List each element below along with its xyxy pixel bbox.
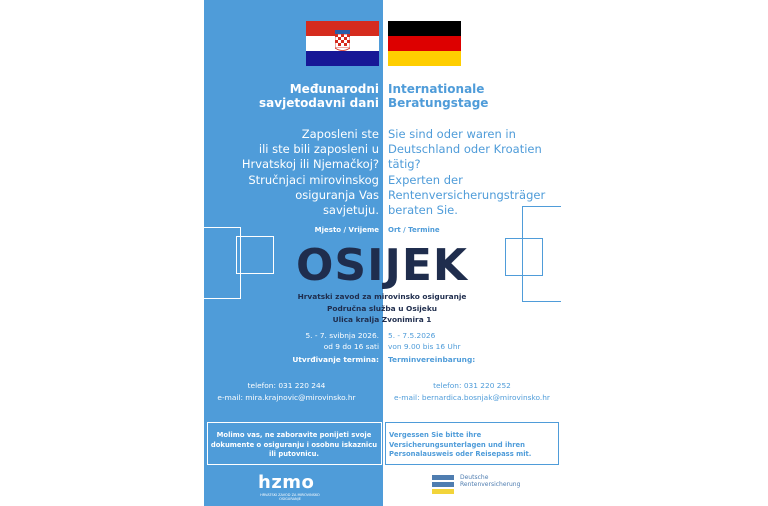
hr-intro-line: Stručnjaci mirovinskog (248, 172, 379, 187)
hr-phone: telefon: 031 220 244 (247, 381, 326, 390)
german-flag (388, 21, 461, 66)
de-dates (388, 330, 538, 352)
hr-title (214, 82, 379, 111)
de-reminder (389, 431, 557, 460)
de-intro (388, 127, 560, 218)
de-intro-line: Rentenversicherungsträger (388, 187, 546, 202)
address-line: Područna služba u Osijeku (326, 303, 437, 313)
address-line: Hrvatski zavod za mirovinsko osiguranje (297, 292, 467, 301)
de-place-label: Ort / Termine (388, 226, 440, 234)
hr-title-line: savjetodavni dani (259, 96, 379, 111)
de-intro-line: tätig? (388, 157, 421, 172)
de-reminder-line: Vergessen Sie bitte ihre (389, 431, 482, 439)
hr-intro-line: savjetuju. (322, 203, 379, 218)
drv-logo-icon (432, 475, 454, 496)
de-intro-line: Sie sind oder waren in (388, 127, 516, 141)
de-email-link[interactable]: e-mail: bernardica.bosnjak@mirovinsko.hr (394, 392, 550, 402)
de-intro-line: Deutschland oder Kroatien (388, 142, 542, 157)
city-name: OSIJEK (296, 240, 468, 291)
drv-logo-line: Rentenversicherung (460, 481, 521, 489)
de-title-line: Beratungstage (388, 96, 489, 111)
hr-place-label: Mjesto / Vrijeme (314, 226, 379, 234)
hr-dates (260, 330, 379, 352)
hr-reminder-line: dokumente o osiguranju i osobnu iskaznicu (210, 440, 378, 449)
de-appointment-label: Terminvereinbarung: (388, 355, 476, 364)
drv-logo-line: Deutsche (460, 474, 489, 481)
de-title-line: Internationale (388, 82, 485, 96)
de-hours: von 9.00 bis 16 Uhr (388, 342, 461, 351)
de-date: 5. - 7.5.2026 (388, 331, 436, 340)
croatian-coat-of-arms-icon (335, 30, 350, 52)
de-reminder-line: Versicherungsunterlagen und ihren (389, 440, 526, 449)
hr-date: 5. - 7. svibnja 2026. (305, 331, 379, 340)
hzmo-subtitle: HRVATSKI ZAVOD ZA MIROVINSKO OSIGURANJE (260, 493, 320, 501)
drv-logo-text (460, 474, 520, 488)
de-reminder-line: Personalausweis oder Reisepass mit. (389, 450, 532, 458)
croatian-flag (306, 21, 379, 66)
hr-title-line: Međunarodni (289, 82, 379, 96)
address-line: Ulica kralja Zvonimira 1 (332, 315, 432, 324)
venue-address (204, 291, 560, 326)
hr-appointment-label: Utvrđivanje termina: (292, 355, 379, 364)
hr-reminder (210, 431, 378, 460)
de-phone: telefon: 031 220 252 (433, 381, 511, 390)
de-title (388, 82, 558, 111)
hr-email-link[interactable]: e-mail: mira.krajnovic@mirovinsko.hr (217, 392, 356, 402)
de-intro-line: Experten der (388, 172, 463, 187)
hr-intro (210, 127, 379, 218)
hr-intro-line: Hrvatskoj ili Njemačkoj? (241, 157, 379, 172)
hr-intro-line: Zaposleni ste (301, 127, 379, 141)
de-intro-line: beraten Sie. (388, 203, 458, 218)
hr-intro-line: ili ste bili zaposleni u (258, 142, 379, 157)
hzmo-logo: hzmo (258, 472, 315, 493)
hr-intro-line: osiguranja Vas (295, 187, 379, 202)
hr-hours: od 9 do 16 sati (323, 342, 379, 351)
hr-reminder-line: Molimo vas, ne zaboravite ponijeti svoje (216, 431, 372, 439)
hr-reminder-line: ili putovnicu. (268, 450, 320, 458)
de-contact (384, 380, 560, 403)
hr-contact (208, 380, 365, 403)
